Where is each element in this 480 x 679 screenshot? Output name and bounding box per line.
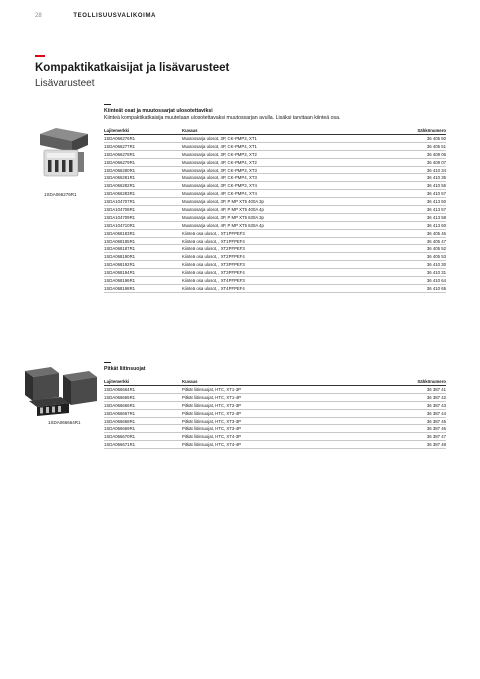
table-row	[104, 277, 446, 285]
cell-description: Muutossarja ulosot, 4P, P MP XT5 630A 4p	[182, 221, 396, 229]
cell-description: Pitkät liitinsuojat, HTC, XT3-4P	[182, 425, 396, 433]
conversion-kit-image-code: 1SDA066276R1	[44, 192, 77, 197]
cell-code: 1SDA068190R1	[104, 253, 182, 261]
cell-number: 36 410 64	[396, 277, 446, 285]
table-row	[104, 393, 446, 401]
cell-description: Kiinteä osa ulosot, , XT2PFPEF4	[182, 253, 396, 261]
terminal-covers-table-body	[104, 386, 446, 449]
cell-number: 36 387 42	[396, 393, 446, 401]
table-row	[104, 182, 446, 190]
column-header-number: Sähkönumero	[396, 378, 446, 386]
cell-number: 36 413 50	[396, 198, 446, 206]
cell-number: 36 408 07	[396, 158, 446, 166]
cell-description: Kiinteä osa ulosot, , XT3PFPEF4	[182, 269, 396, 277]
cell-code: 1SDA104707R1	[104, 198, 182, 206]
cell-number: 36 387 45	[396, 417, 446, 425]
cell-code: 1SDA066666R1	[104, 401, 182, 409]
cell-number: 36 405 53	[396, 253, 446, 261]
table-row	[104, 190, 446, 198]
page-number: 28	[35, 13, 42, 19]
cell-description: Pitkät liitinsuojat, HTC, XT1-4P	[182, 393, 396, 401]
table-row	[104, 150, 446, 158]
cell-number: 36 387 41	[396, 386, 446, 394]
page-subtitle: Lisävarusteet	[35, 78, 95, 89]
section-fixed-parts	[104, 104, 446, 293]
cell-code: 1SDA066665R1	[104, 393, 182, 401]
page-header	[35, 13, 156, 19]
cell-description: Muutossarja ulosot, 4P, P MP XT5 400A 4p	[182, 206, 396, 214]
cell-number: 36 410 35	[396, 174, 446, 182]
cell-description: Muutossarja ulosot, 4P, CK-PMP4, XT1	[182, 142, 396, 150]
cell-description: Kiinteä osa ulosot, , XT3PFPEF3	[182, 261, 396, 269]
fixed-parts-table	[104, 127, 446, 293]
cell-description: Pitkät liitinsuojat, HTC, XT1-3P	[182, 386, 396, 394]
section-dash	[104, 362, 111, 363]
cell-number: 36 405 47	[396, 237, 446, 245]
table-header-row	[104, 378, 446, 386]
cell-description: Pitkät liitinsuojat, HTC, XT2-3P	[182, 401, 396, 409]
cell-code: 1SDA068198R1	[104, 284, 182, 292]
cell-code: 1SDA068196R1	[104, 277, 182, 285]
cell-code: 1SDA066277R1	[104, 142, 182, 150]
cell-number: 36 413 57	[396, 206, 446, 214]
cell-number: 36 410 65	[396, 284, 446, 292]
table-row	[104, 425, 446, 433]
cell-code: 1SDA104708R1	[104, 206, 182, 214]
cell-number: 36 410 57	[396, 190, 446, 198]
cell-code: 1SDA066283R1	[104, 190, 182, 198]
section-description: Kiinteä kompaktikatkaisija muutetaan ulosotettavaksi muutossarjan avulla. Lisäksi tarvitaan kiinteä osa.	[104, 115, 341, 121]
table-row	[104, 284, 446, 292]
cell-code: 1SDA066278R1	[104, 150, 182, 158]
section-title: Pitkät liitinsuojat	[104, 366, 146, 372]
title-accent-bar	[35, 55, 45, 57]
cell-description: Muutossarja ulosot, 3P, P MP XT5 400A 3p	[182, 198, 396, 206]
cell-description: Muutossarja ulosot, 3P, CK-PMP3, XT3	[182, 166, 396, 174]
table-header-row	[104, 127, 446, 135]
table-row	[104, 213, 446, 221]
cell-code: 1SDA066664R1	[104, 386, 182, 394]
column-header-code: Lajitemerkki	[104, 127, 182, 135]
table-row	[104, 229, 446, 237]
cell-description: Pitkät liitinsuojat, HTC, XT2-4P	[182, 409, 396, 417]
table-row	[104, 158, 446, 166]
cell-description: Muutossarja ulosot, 4P, CK-PMP4, XT3	[182, 174, 396, 182]
cell-code: 1SDA066282R1	[104, 182, 182, 190]
section-name: TEOLLISUUSVALIKOIMA	[73, 13, 156, 19]
cell-description: Kiinteä osa ulosot, , XT4PFPEF3	[182, 277, 396, 285]
cell-description: Muutossarja ulosot, 3P, CK-PMP3, XT2	[182, 150, 396, 158]
cell-code: 1SDA066667R1	[104, 409, 182, 417]
cell-number: 36 405 52	[396, 245, 446, 253]
table-row	[104, 166, 446, 174]
cell-number: 36 410 55	[396, 182, 446, 190]
cell-description: Kiinteä osa ulosot, , XT2PFPEF3	[182, 245, 396, 253]
table-row	[104, 221, 446, 229]
cell-number: 36 413 60	[396, 221, 446, 229]
cell-description: Kiinteä osa ulosot, , XT1PFPEF3	[182, 229, 396, 237]
cell-number: 36 387 43	[396, 401, 446, 409]
cell-number: 36 405 46	[396, 229, 446, 237]
cell-code: 1SDA066276R1	[104, 135, 182, 143]
cell-description: Pitkät liitinsuojat, HTC, XT3-3P	[182, 417, 396, 425]
cell-code: 1SDA104709R1	[104, 213, 182, 221]
cell-number: 36 410 31	[396, 269, 446, 277]
cell-number: 36 410 34	[396, 166, 446, 174]
table-row	[104, 237, 446, 245]
section-dash	[104, 104, 111, 105]
cell-code: 1SDA068187R1	[104, 245, 182, 253]
section-title: Kiinteät osat ja muutossarjat ulosotettaviksi	[104, 108, 213, 114]
cell-code: 1SDA068194R1	[104, 269, 182, 277]
cell-description: Muutossarja ulosot, 4P, CK-PMP4, XT4	[182, 190, 396, 198]
cell-code: 1SDA066280R1	[104, 166, 182, 174]
table-row	[104, 433, 446, 441]
table-row	[104, 401, 446, 409]
table-row	[104, 441, 446, 449]
table-row	[104, 261, 446, 269]
conversion-kit-image	[38, 126, 90, 180]
cell-number: 36 387 44	[396, 409, 446, 417]
cell-description: Pitkät liitinsuojat, HTC, XT4-4P	[182, 441, 396, 449]
column-header-description: Kuvaus	[182, 127, 396, 135]
cell-number: 36 387 47	[396, 433, 446, 441]
cell-description: Muutossarja ulosot, 3P, P MP XT5 630A 3p	[182, 213, 396, 221]
cell-code: 1SDA068183R1	[104, 229, 182, 237]
table-row	[104, 135, 446, 143]
cell-code: 1SDA066669R1	[104, 425, 182, 433]
cell-description: Muutossarja ulosot, 4P, CK-PMP4, XT2	[182, 158, 396, 166]
page-title: Kompaktikatkaisijat ja lisävarusteet	[35, 62, 230, 74]
table-row	[104, 245, 446, 253]
cell-code: 1SDA068185R1	[104, 237, 182, 245]
table-row	[104, 409, 446, 417]
table-row	[104, 417, 446, 425]
table-row	[104, 198, 446, 206]
cell-description: Muutossarja ulosot, 3P, CK-PMP3, XT4	[182, 182, 396, 190]
cell-code: 1SDA066281R1	[104, 174, 182, 182]
cell-number: 36 387 48	[396, 441, 446, 449]
cell-description: Muutossarja ulosot, 3P, CK-PMP3, XT1	[182, 135, 396, 143]
cell-description: Pitkät liitinsuojat, HTC, XT4-3P	[182, 433, 396, 441]
column-header-description: Kuvaus	[182, 378, 396, 386]
cell-number: 36 405 50	[396, 135, 446, 143]
cell-number: 36 410 30	[396, 261, 446, 269]
table-row	[104, 269, 446, 277]
table-row	[104, 253, 446, 261]
terminal-covers-table	[104, 378, 446, 449]
column-header-number: Sähkönumero	[396, 127, 446, 135]
fixed-parts-table-body	[104, 135, 446, 293]
cell-code: 1SDA066668R1	[104, 417, 182, 425]
terminal-covers-image-code: 1SDA066664R1	[48, 420, 81, 425]
cell-code: 1SDA068192R1	[104, 261, 182, 269]
cell-code: 1SDA066279R1	[104, 158, 182, 166]
cell-code: 1SDA104710R1	[104, 221, 182, 229]
cell-number: 36 413 58	[396, 213, 446, 221]
cell-number: 36 405 51	[396, 142, 446, 150]
section-terminal-covers	[104, 362, 446, 449]
cell-code: 1SDA066671R1	[104, 441, 182, 449]
cell-description: Kiinteä osa ulosot, , XT4PFPEF4	[182, 284, 396, 292]
table-row	[104, 206, 446, 214]
cell-number: 36 408 06	[396, 150, 446, 158]
cell-code: 1SDA066670R1	[104, 433, 182, 441]
cell-description: Kiinteä osa ulosot, , XT1PFPEF4	[182, 237, 396, 245]
cell-number: 36 387 46	[396, 425, 446, 433]
table-row	[104, 174, 446, 182]
table-row	[104, 386, 446, 394]
table-row	[104, 142, 446, 150]
column-header-code: Lajitemerkki	[104, 378, 182, 386]
terminal-covers-image	[23, 365, 99, 417]
